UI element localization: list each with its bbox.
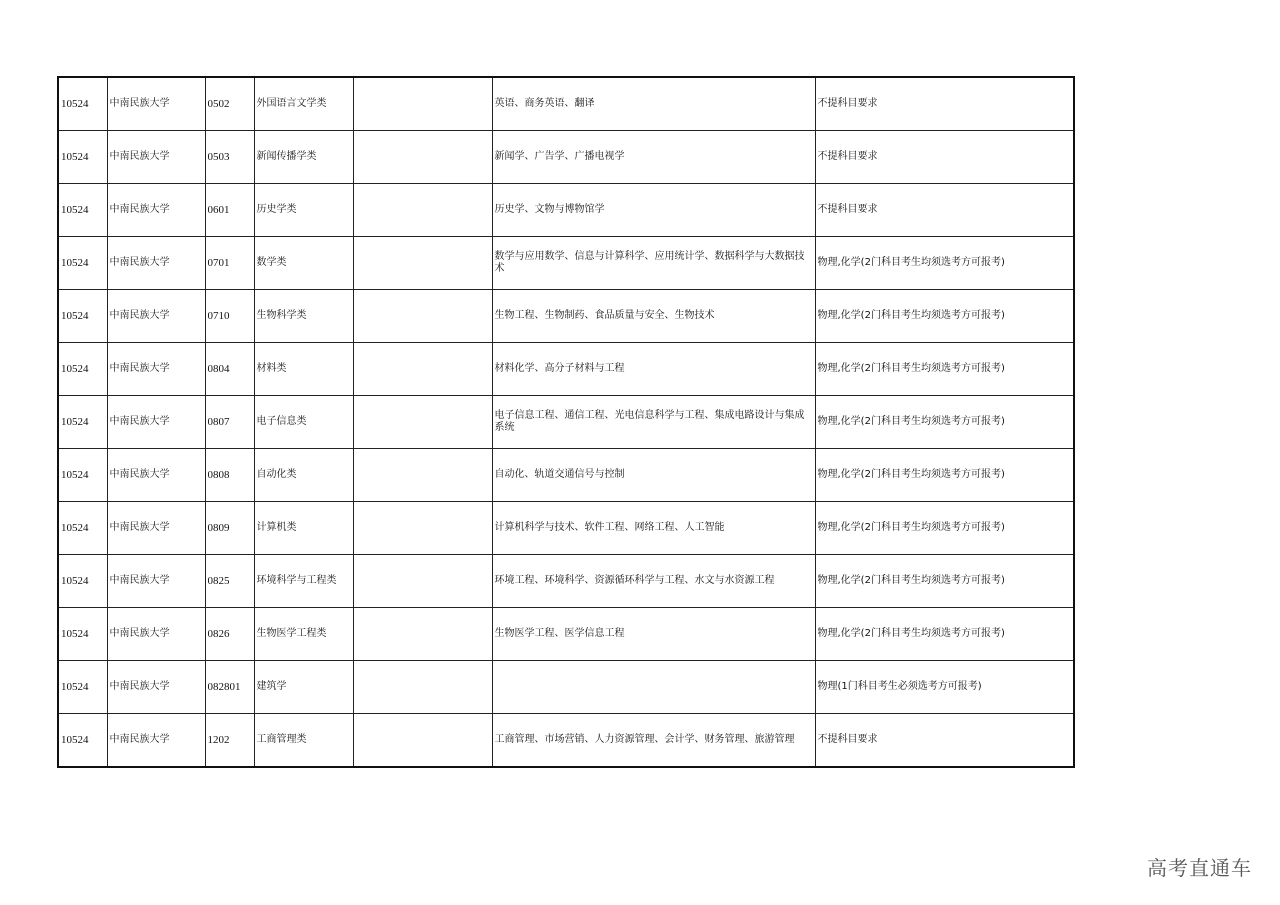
school-code-cell: 10524 bbox=[58, 343, 107, 396]
watermark: 高考直通车 bbox=[1147, 856, 1252, 880]
subject-requirement-cell: 物理,化学(2门科目考生均须选考方可报考) bbox=[815, 396, 1074, 449]
category-name-cell: 数学类 bbox=[254, 237, 353, 290]
category-code-cell: 0710 bbox=[205, 290, 254, 343]
school-name-cell: 中南民族大学 bbox=[107, 555, 205, 608]
category-code-cell: 0804 bbox=[205, 343, 254, 396]
table-row bbox=[58, 396, 1074, 449]
note-cell bbox=[353, 184, 492, 237]
table-row bbox=[58, 449, 1074, 502]
table-row bbox=[58, 77, 1074, 131]
subject-requirement-cell: 物理,化学(2门科目考生均须选考方可报考) bbox=[815, 555, 1074, 608]
category-code-cell: 0807 bbox=[205, 396, 254, 449]
school-name-cell: 中南民族大学 bbox=[107, 502, 205, 555]
note-cell bbox=[353, 502, 492, 555]
note-cell bbox=[353, 449, 492, 502]
school-code-cell: 10524 bbox=[58, 184, 107, 237]
majors-cell: 生物医学工程、医学信息工程 bbox=[492, 608, 815, 661]
note-cell bbox=[353, 77, 492, 131]
note-cell bbox=[353, 608, 492, 661]
school-code-cell: 10524 bbox=[58, 396, 107, 449]
category-name-cell: 工商管理类 bbox=[254, 714, 353, 768]
school-code-cell: 10524 bbox=[58, 555, 107, 608]
majors-cell: 新闻学、广告学、广播电视学 bbox=[492, 131, 815, 184]
majors-cell: 数学与应用数学、信息与计算科学、应用统计学、数据科学与大数据技术 bbox=[492, 237, 815, 290]
category-name-cell: 环境科学与工程类 bbox=[254, 555, 353, 608]
table-row bbox=[58, 184, 1074, 237]
majors-cell: 材料化学、高分子材料与工程 bbox=[492, 343, 815, 396]
subject-requirement-cell: 不提科目要求 bbox=[815, 77, 1074, 131]
subject-requirement-cell: 物理,化学(2门科目考生均须选考方可报考) bbox=[815, 343, 1074, 396]
category-name-cell: 新闻传播学类 bbox=[254, 131, 353, 184]
subject-requirement-cell: 不提科目要求 bbox=[815, 131, 1074, 184]
subject-requirement-cell: 物理(1门科目考生必须选考方可报考) bbox=[815, 661, 1074, 714]
majors-cell bbox=[492, 661, 815, 714]
table-body bbox=[58, 77, 1074, 767]
category-name-cell: 电子信息类 bbox=[254, 396, 353, 449]
category-name-cell: 外国语言文学类 bbox=[254, 77, 353, 131]
majors-cell: 计算机科学与技术、软件工程、网络工程、人工智能 bbox=[492, 502, 815, 555]
table-row bbox=[58, 343, 1074, 396]
school-name-cell: 中南民族大学 bbox=[107, 396, 205, 449]
category-code-cell: 0808 bbox=[205, 449, 254, 502]
subject-requirement-cell: 物理,化学(2门科目考生均须选考方可报考) bbox=[815, 608, 1074, 661]
category-name-cell: 自动化类 bbox=[254, 449, 353, 502]
school-name-cell: 中南民族大学 bbox=[107, 661, 205, 714]
note-cell bbox=[353, 555, 492, 608]
note-cell bbox=[353, 714, 492, 768]
category-code-cell: 0601 bbox=[205, 184, 254, 237]
note-cell bbox=[353, 343, 492, 396]
school-code-cell: 10524 bbox=[58, 290, 107, 343]
school-code-cell: 10524 bbox=[58, 608, 107, 661]
school-name-cell: 中南民族大学 bbox=[107, 714, 205, 768]
category-code-cell: 0825 bbox=[205, 555, 254, 608]
note-cell bbox=[353, 131, 492, 184]
majors-cell: 自动化、轨道交通信号与控制 bbox=[492, 449, 815, 502]
subject-requirement-cell: 不提科目要求 bbox=[815, 184, 1074, 237]
school-name-cell: 中南民族大学 bbox=[107, 77, 205, 131]
school-code-cell: 10524 bbox=[58, 661, 107, 714]
category-code-cell: 0826 bbox=[205, 608, 254, 661]
school-code-cell: 10524 bbox=[58, 131, 107, 184]
note-cell bbox=[353, 290, 492, 343]
majors-cell: 英语、商务英语、翻译 bbox=[492, 77, 815, 131]
subject-requirement-cell: 物理,化学(2门科目考生均须选考方可报考) bbox=[815, 290, 1074, 343]
school-name-cell: 中南民族大学 bbox=[107, 343, 205, 396]
table-row bbox=[58, 661, 1074, 714]
subject-requirements-table bbox=[57, 76, 1075, 768]
category-name-cell: 建筑学 bbox=[254, 661, 353, 714]
table-row bbox=[58, 555, 1074, 608]
school-name-cell: 中南民族大学 bbox=[107, 449, 205, 502]
category-name-cell: 历史学类 bbox=[254, 184, 353, 237]
majors-cell: 生物工程、生物制药、食品质量与安全、生物技术 bbox=[492, 290, 815, 343]
category-name-cell: 生物科学类 bbox=[254, 290, 353, 343]
category-name-cell: 材料类 bbox=[254, 343, 353, 396]
majors-cell: 历史学、文物与博物馆学 bbox=[492, 184, 815, 237]
category-code-cell: 0502 bbox=[205, 77, 254, 131]
note-cell bbox=[353, 396, 492, 449]
category-code-cell: 0701 bbox=[205, 237, 254, 290]
school-code-cell: 10524 bbox=[58, 502, 107, 555]
school-code-cell: 10524 bbox=[58, 237, 107, 290]
category-code-cell: 0503 bbox=[205, 131, 254, 184]
category-name-cell: 生物医学工程类 bbox=[254, 608, 353, 661]
table-row bbox=[58, 290, 1074, 343]
note-cell bbox=[353, 237, 492, 290]
category-code-cell: 0809 bbox=[205, 502, 254, 555]
majors-cell: 工商管理、市场营销、人力资源管理、会计学、财务管理、旅游管理 bbox=[492, 714, 815, 768]
subject-requirement-cell: 物理,化学(2门科目考生均须选考方可报考) bbox=[815, 502, 1074, 555]
category-code-cell: 082801 bbox=[205, 661, 254, 714]
table-row bbox=[58, 502, 1074, 555]
category-name-cell: 计算机类 bbox=[254, 502, 353, 555]
school-name-cell: 中南民族大学 bbox=[107, 184, 205, 237]
subject-requirement-cell: 物理,化学(2门科目考生均须选考方可报考) bbox=[815, 449, 1074, 502]
school-code-cell: 10524 bbox=[58, 77, 107, 131]
majors-cell: 电子信息工程、通信工程、光电信息科学与工程、集成电路设计与集成系统 bbox=[492, 396, 815, 449]
subject-requirement-cell: 不提科目要求 bbox=[815, 714, 1074, 768]
table-row bbox=[58, 237, 1074, 290]
majors-cell: 环境工程、环境科学、资源循环科学与工程、水文与水资源工程 bbox=[492, 555, 815, 608]
school-code-cell: 10524 bbox=[58, 449, 107, 502]
school-code-cell: 10524 bbox=[58, 714, 107, 768]
school-name-cell: 中南民族大学 bbox=[107, 131, 205, 184]
subject-requirement-cell: 物理,化学(2门科目考生均须选考方可报考) bbox=[815, 237, 1074, 290]
category-code-cell: 1202 bbox=[205, 714, 254, 768]
table-row bbox=[58, 714, 1074, 768]
school-name-cell: 中南民族大学 bbox=[107, 608, 205, 661]
school-name-cell: 中南民族大学 bbox=[107, 237, 205, 290]
table-row bbox=[58, 131, 1074, 184]
school-name-cell: 中南民族大学 bbox=[107, 290, 205, 343]
table-row bbox=[58, 608, 1074, 661]
note-cell bbox=[353, 661, 492, 714]
